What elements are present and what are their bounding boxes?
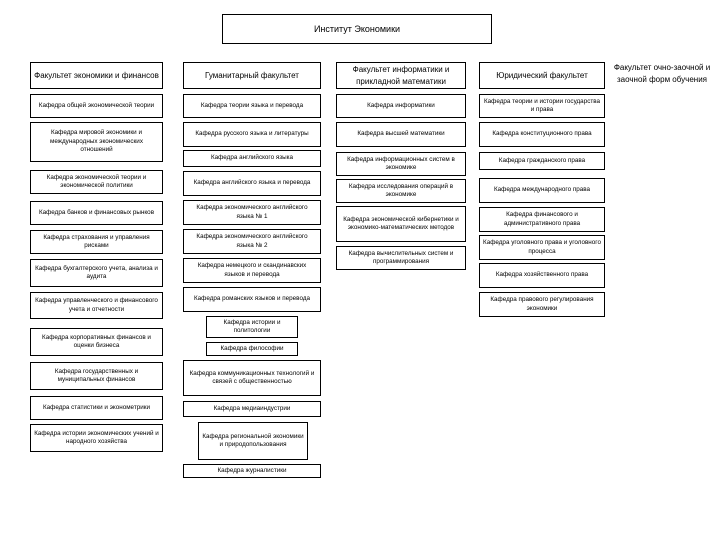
department-box: Кафедра экономической кибернетики и экономико-математических методов [336, 206, 466, 242]
department-box: Кафедра теории языка и перевода [183, 94, 321, 118]
department-box: Кафедра романских языков и перевода [183, 287, 321, 312]
department-box: Кафедра мировой экономики и международных экономических отношений [30, 122, 163, 162]
department-box: Кафедра страхования и управления рисками [30, 230, 163, 254]
department-box: Кафедра международного права [479, 178, 605, 203]
department-box: Кафедра исследования операций в экономике [336, 179, 466, 203]
department-box: Кафедра русского языка и литературы [183, 122, 321, 147]
department-box: Кафедра истории и политологии [206, 316, 298, 338]
department-box: Кафедра финансового и административного права [479, 207, 605, 232]
faculty-informatics [336, 62, 466, 89]
department-box: Кафедра вычислительных систем и программирования [336, 246, 466, 270]
faculty-header-label: Факультет очно-заочной и заочной форм обучения [613, 63, 711, 85]
department-box: Кафедра медиаиндустрии [183, 401, 321, 417]
department-box: Кафедра экономической теории и экономической политики [30, 170, 163, 194]
department-box: Кафедра экономического английского языка № 1 [183, 200, 321, 225]
department-box: Кафедра философии [206, 342, 298, 356]
department-box: Кафедра высшей математики [336, 122, 466, 147]
faculty-law [479, 62, 605, 89]
department-box: Кафедра журналистики [183, 464, 321, 478]
department-box: Кафедра правового регулирования экономики [479, 292, 605, 317]
department-box: Кафедра уголовного права и уголовного процесса [479, 235, 605, 260]
department-box: Кафедра корпоративных финансов и оценки бизнеса [30, 328, 163, 356]
department-box: Кафедра банков и финансовых рынков [30, 201, 163, 225]
faculty-header-label: Гуманитарный факультет [205, 70, 299, 80]
faculty-header-label: Факультет информатики и прикладной математики [352, 64, 450, 86]
department-box: Кафедра конституционного права [479, 122, 605, 147]
faculty-header-label: Юридический факультет [496, 70, 588, 80]
department-box: Кафедра управленческого и финансового учета и отчетности [30, 292, 163, 319]
faculty-header-label: Факультет экономики и финансов [34, 70, 159, 80]
department-box: Кафедра информационных систем в экономике [336, 152, 466, 176]
department-box: Кафедра коммуникационных технологий и связей с общественностью [183, 360, 321, 396]
department-box: Кафедра английского языка и перевода [183, 171, 321, 196]
department-box: Кафедра немецкого и скандинавских языков и перевода [183, 258, 321, 283]
institute-title-text: Институт Экономики [313, 23, 401, 34]
department-box: Кафедра региональной экономики и природопользования [198, 422, 308, 460]
faculty-part-time [612, 62, 712, 87]
department-box: Кафедра государственных и муниципальных финансов [30, 362, 163, 390]
department-box: Кафедра статистики и эконометрики [30, 396, 163, 420]
department-box: Кафедра хозяйственного права [479, 263, 605, 288]
department-box: Кафедра экономического английского языка № 2 [183, 229, 321, 254]
department-box: Кафедра истории экономических учений и народного хозяйства [30, 424, 163, 452]
department-box: Кафедра информатики [336, 94, 466, 118]
department-box: Кафедра бухгалтерского учета, анализа и аудита [30, 259, 163, 287]
faculty-economics-finance [30, 62, 163, 89]
faculty-humanities [183, 62, 321, 89]
department-box: Кафедра английского языка [183, 150, 321, 167]
department-box: Кафедра теории и истории государства и права [479, 94, 605, 118]
institute-title [222, 14, 492, 44]
department-box: Кафедра общей экономической теории [30, 94, 163, 118]
department-box: Кафедра гражданского права [479, 152, 605, 170]
